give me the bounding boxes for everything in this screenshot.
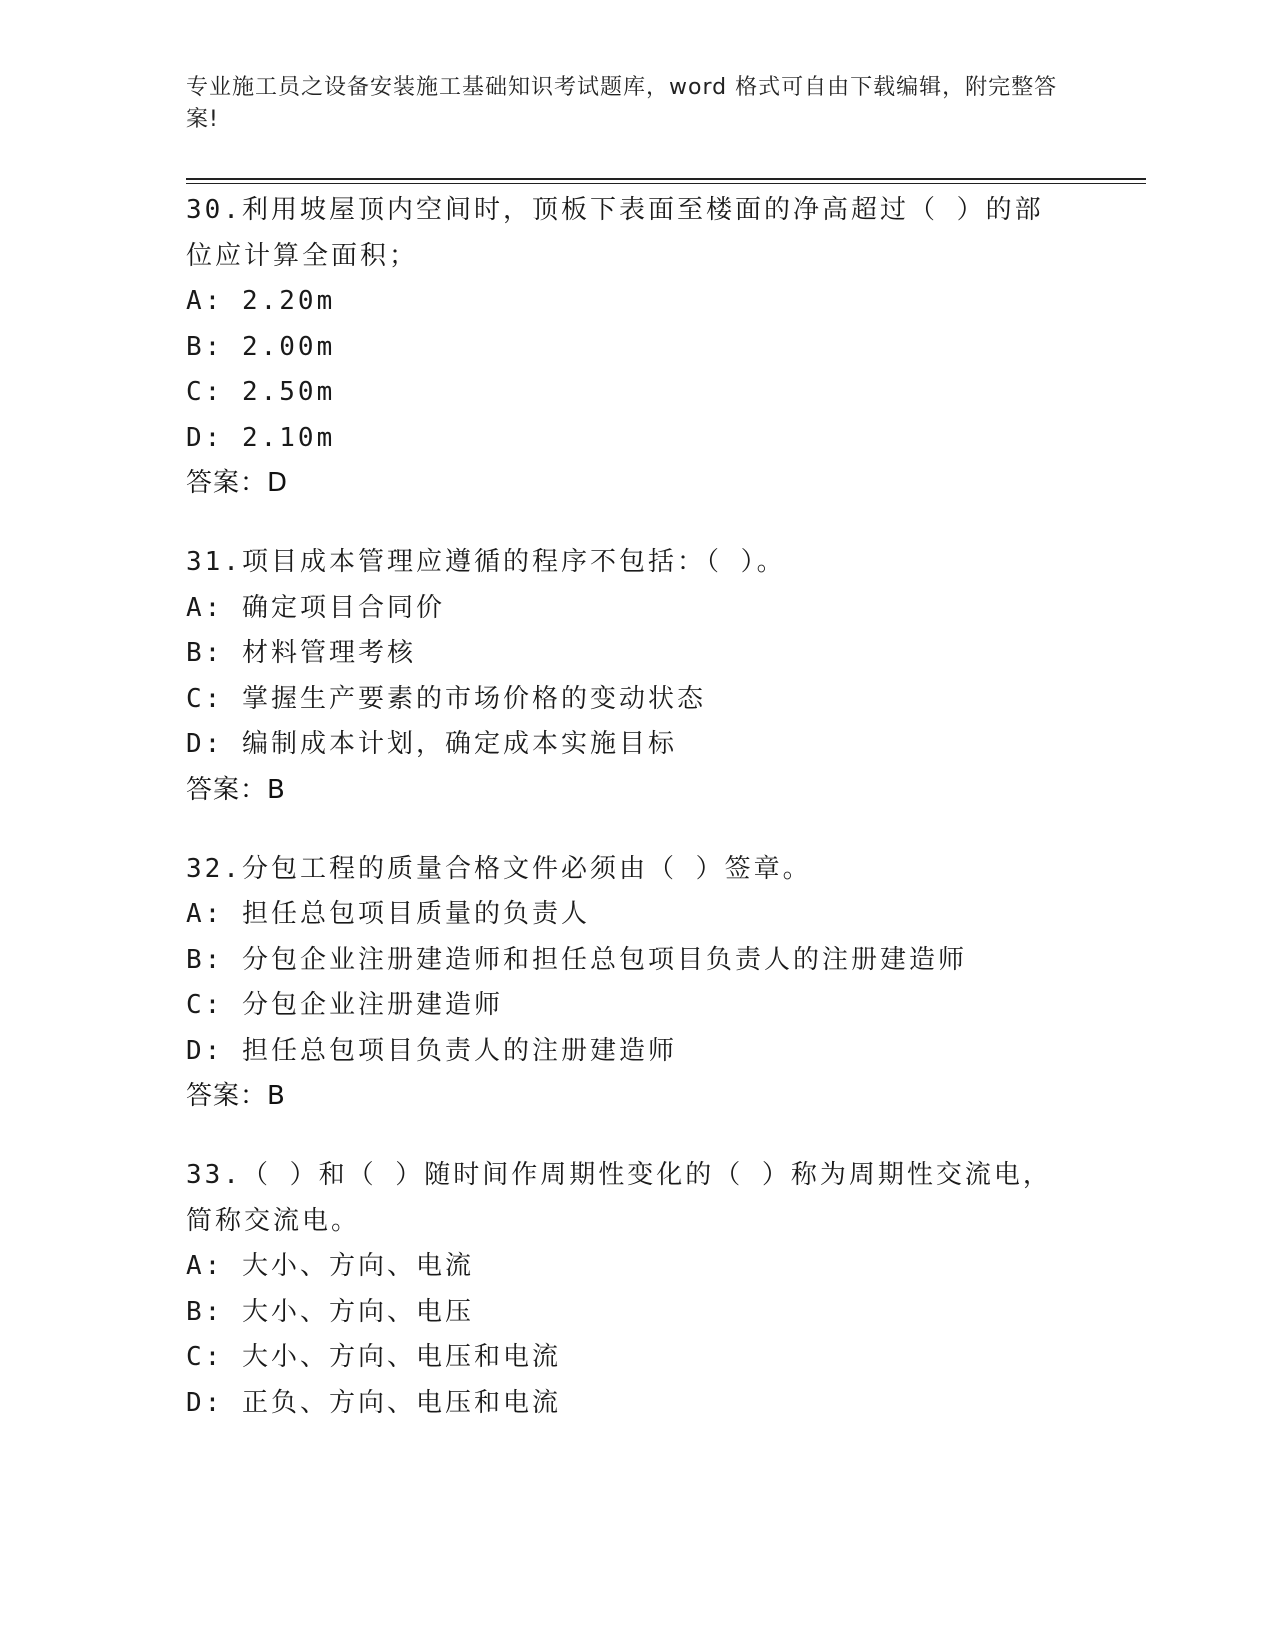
option-b: B: 大小、方向、电压 [186,1296,474,1327]
question-list [186,188,1086,1460]
document-header: 专业施工员之设备安装施工基础知识考试题库，word 格式可自由下载编辑，附完整答案! [186,75,1058,132]
option-a: A: 确定项目合同价 [186,592,445,623]
header-divider-thin [186,183,1146,184]
question-stem: 30.利用坡屋顶内空间时，顶板下表面至楼面的净高超过（ ）的部位应计算全面积； [186,195,1044,271]
option-d: D: 编制成本计划，确定成本实施目标 [186,729,677,759]
option-b: B: 2.00m [186,331,336,362]
option-c: C: 大小、方向、电压和电流 [186,1342,561,1372]
option-b: B: 分包企业注册建造师和担任总包项目负责人的注册建造师 [186,944,967,975]
question-33 [186,1153,1086,1426]
header-divider-thick [186,178,1146,180]
question-stem: 33.（ ）和（ ）随时间作周期性变化的（ ）称为周期性交流电，简称交流电。 [186,1160,1052,1236]
question-stem: 32.分包工程的质量合格文件必须由（ ）签章。 [186,853,812,884]
question-stem: 31.项目成本管理应遵循的程序不包括：（ ）。 [186,547,786,577]
option-a: A: 担任总包项目质量的负责人 [186,899,590,929]
option-c: C: 2.50m [186,377,336,407]
question-32 [186,847,1086,1120]
option-d: D: 担任总包项目负责人的注册建造师 [186,1035,677,1066]
option-c: C: 分包企业注册建造师 [186,990,503,1020]
answer-line: 答案：B [186,1081,286,1111]
option-a: A: 大小、方向、电流 [186,1251,474,1281]
answer-line: 答案：D [186,468,289,498]
option-b: B: 材料管理考核 [186,638,416,668]
option-d: D: 正负、方向、电压和电流 [186,1387,561,1418]
option-c: C: 掌握生产要素的市场价格的变动状态 [186,683,706,714]
question-31 [186,540,1086,813]
option-a: A: 2.20m [186,286,336,316]
option-d: D: 2.10m [186,422,336,453]
answer-line: 答案：B [186,774,286,805]
question-30 [186,188,1086,506]
